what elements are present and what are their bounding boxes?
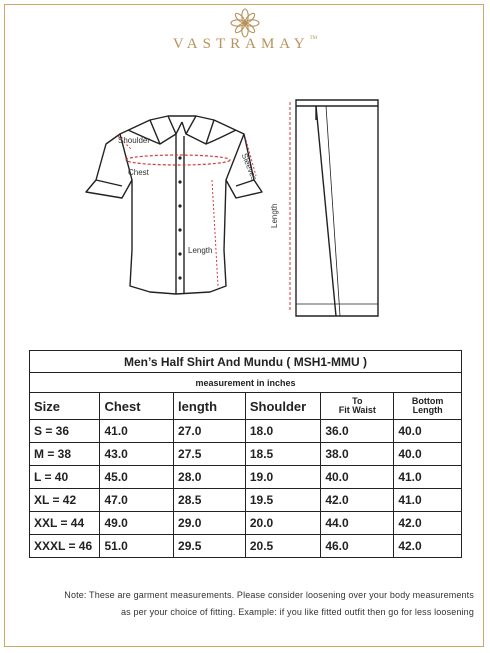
length-cell: 27.5 [174, 443, 246, 466]
chest-cell: 49.0 [100, 512, 174, 535]
fit-waist-cell: 44.0 [321, 512, 394, 535]
size-cell: M = 38 [30, 443, 100, 466]
size-chart-table [29, 350, 462, 558]
fit-waist-cell: 46.0 [321, 535, 394, 558]
header-bottom-length-line1: Bottom [411, 396, 444, 406]
brand-logo-icon [229, 8, 261, 38]
bottom-length-cell: 41.0 [394, 466, 462, 489]
bottom-length-cell: 42.0 [394, 512, 462, 535]
table-row [30, 489, 462, 512]
length-cell: 27.0 [174, 420, 246, 443]
shirt-chest-label: Chest [128, 168, 149, 177]
chest-cell: 51.0 [100, 535, 174, 558]
shoulder-cell: 20.5 [245, 535, 320, 558]
table-row [30, 466, 462, 489]
length-cell: 28.0 [174, 466, 246, 489]
table-row [30, 512, 462, 535]
chest-cell: 45.0 [100, 466, 174, 489]
shoulder-cell: 19.0 [245, 466, 320, 489]
bottom-length-cell: 40.0 [394, 443, 462, 466]
size-cell: XXL = 44 [30, 512, 100, 535]
size-cell: S = 36 [30, 420, 100, 443]
bottom-length-cell: 42.0 [394, 535, 462, 558]
chest-cell: 47.0 [100, 489, 174, 512]
header-bottom-length [394, 393, 462, 420]
bottom-length-cell: 40.0 [394, 420, 462, 443]
header-bottom-length-line2: Length [412, 405, 443, 415]
shoulder-cell: 18.0 [245, 420, 320, 443]
bottom-length-cell: 41.0 [394, 489, 462, 512]
header-chest: Chest [100, 393, 174, 420]
table-title: Men’s Half Shirt And Mundu ( MSH1-MMU ) [30, 351, 462, 373]
garment-diagram [0, 80, 490, 350]
mundu-length-label: Length [270, 203, 279, 228]
table-row [30, 443, 462, 466]
fit-waist-cell: 38.0 [321, 443, 394, 466]
fit-waist-cell: 40.0 [321, 466, 394, 489]
shoulder-cell: 18.5 [245, 443, 320, 466]
length-cell: 28.5 [174, 489, 246, 512]
table-row [30, 420, 462, 443]
table-title-row [30, 351, 462, 373]
measurement-note [16, 587, 474, 621]
chest-cell: 43.0 [100, 443, 174, 466]
note-line-1: Note: These are garment measurements. Please consider loosening over your body measurements [64, 590, 474, 600]
header-fit-waist [321, 393, 394, 420]
fit-waist-cell: 42.0 [321, 489, 394, 512]
table-subtitle: measurement in inches [30, 373, 462, 393]
brand-name: VASTRAMAY™ [172, 36, 318, 52]
chest-cell: 41.0 [100, 420, 174, 443]
shirt-shoulder-label: Shoulder [118, 136, 151, 145]
header-size: Size [30, 393, 100, 420]
size-cell: XXXL = 46 [30, 535, 100, 558]
size-cell: XL = 42 [30, 489, 100, 512]
header-fit-waist-line1: To [352, 396, 363, 406]
header-shoulder: Shoulder [245, 393, 320, 420]
table-subtitle-row [30, 373, 462, 393]
size-cell: L = 40 [30, 466, 100, 489]
length-cell: 29.0 [174, 512, 246, 535]
header-fit-waist-line2: Fit Waist [338, 405, 376, 415]
shoulder-cell: 19.5 [245, 489, 320, 512]
table-header-row [30, 393, 462, 420]
length-cell: 29.5 [174, 535, 246, 558]
note-line-2: as per your choice of fitting. Example: if you like fitted outfit then go for less loosening [121, 607, 474, 617]
header-length: length [174, 393, 246, 420]
shirt-length-label: Length [188, 246, 213, 255]
fit-waist-cell: 36.0 [321, 420, 394, 443]
shirt-sleeves-label: Sleeves [239, 152, 259, 182]
table-row [30, 535, 462, 558]
shoulder-cell: 20.0 [245, 512, 320, 535]
garment-illustration [0, 80, 490, 350]
